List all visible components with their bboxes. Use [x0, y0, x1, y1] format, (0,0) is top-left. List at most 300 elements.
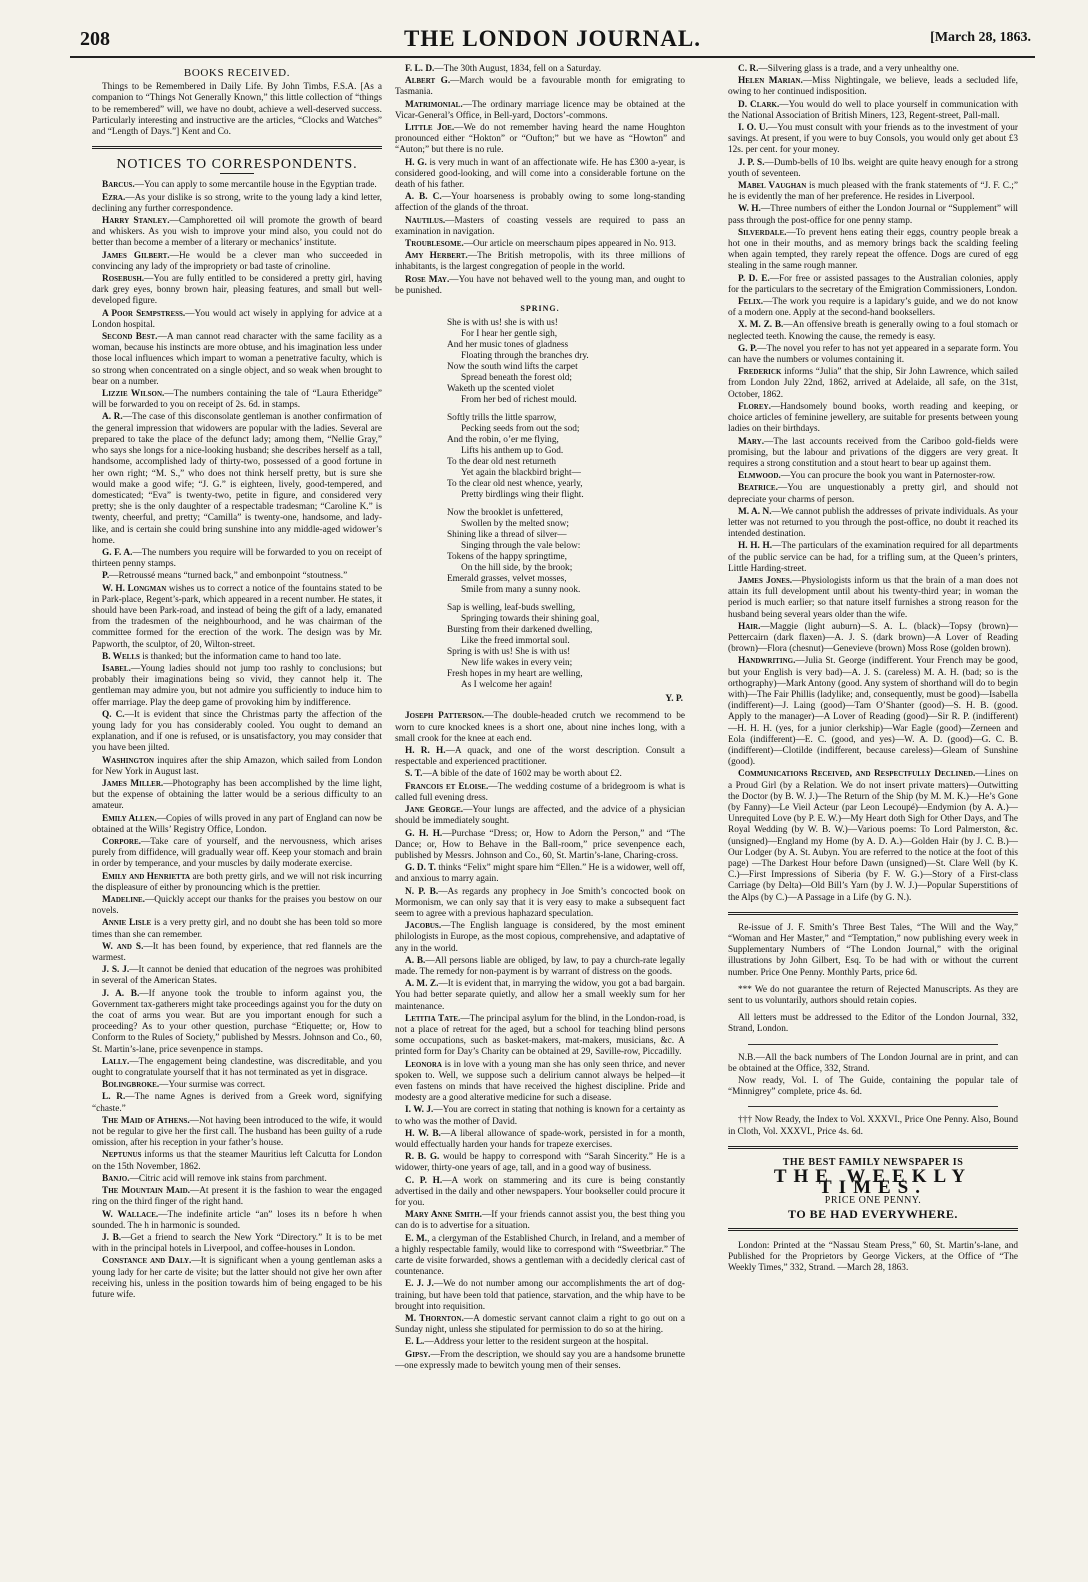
section-divider — [728, 1146, 1018, 1149]
notice-text: —It cannot be denied that education of the negroes was prohibited in several of the American States. — [92, 965, 382, 987]
poem-signature: Y. P. — [665, 694, 683, 705]
notice-text: —You are fully entitled to be considered a pretty girl, having dark grey eyes, bonny brown hair, pleasing features, and small but well-developed figure. — [92, 274, 382, 307]
notice-correspondent: A. R. — [102, 412, 123, 423]
notice-item — [395, 100, 685, 122]
notice-correspondent: J. A. B. — [102, 988, 140, 999]
notice-item — [92, 216, 382, 250]
notice-text: , a clergyman of the Established Church, in Ireland, and a member of a highly respectable family, would like to correspond with “Sweetbriar.” The carte de visite forwarded, shows a gentleman with a decidedly clerical cast of countenance. — [395, 1233, 685, 1278]
poem-line: To the clear old nest whence, yearly, — [447, 479, 583, 490]
notice-item — [92, 1174, 382, 1185]
notice-correspondent: J. S. J. — [102, 965, 130, 976]
notice-item — [92, 664, 382, 709]
notice-text: —Lines on a Proud Girl (by a Relation. We do not insert private matters)—Outwitting the Doctor (by B. W. J.)—The Return of the Ship (by M. M. K.)—He’s Gone (by Fanny)—Le Vieil Acteur (par Leon Lecoupé)—Endymion (by A. A.)—Unrequited Love (by P. E. W.)—My Heart doth Sigh for Other Days, and The Royal Wedding (by W. B. W.)—Various poems: To Lord Palmerston, &c. (unsigned)—England my Home (by A. D. A.)—Golden Hair (by J. C. B.)—Our Lodger (by A. St. Aubyn. You are referred to the notice at the foot of this page) —The Darkest Hour before Dawn (unsigned)—St. Clare Well (by K. C.)—First Impressions of Siberia (by F. W. G.)—Story of a First-class Carriage (by Delta)—Old Bill’s Yarn (by J. W. J.)—Popular Superstitions of the Alps (by C.)—A Passage in a Life (by G. N.). — [728, 769, 1018, 903]
notice-correspondent: D. Clark. — [738, 99, 780, 110]
notice-item — [92, 1256, 382, 1301]
notice-text: —The numbers you require will be forwarded to you on receipt of thirteen penny stamps. — [92, 547, 382, 570]
notice-text: —You are correct in stating that nothing is known for a certainty as to who was the mother of David. — [395, 1105, 685, 1127]
notice-item — [728, 158, 1018, 180]
notice-item — [395, 1176, 685, 1210]
notice-item — [395, 887, 685, 921]
notice-text: —The work you require is a lapidary’s guide, and we do not know of a modern one. Apply at the second-hand booksellers. — [728, 297, 1018, 319]
notice-correspondent: H. R. H. — [405, 746, 446, 757]
weekly-times-ad — [728, 1157, 1018, 1220]
notice-correspondent: Emily and Henrietta — [102, 871, 191, 882]
notice-item — [92, 1092, 382, 1114]
notice-item — [395, 1234, 685, 1279]
notice-item — [395, 1060, 685, 1105]
notice-text: informs “Julia” that the ship, Sir John Lawrence, which sailed from London July 22nd, 1862, arrived at Adelaide, all safe, on the 31st, October, 1862. — [728, 367, 1018, 400]
poem-line: Smile from many a sunny nook. — [461, 585, 581, 596]
notice-correspondent: Q. C. — [102, 709, 125, 720]
notice-item — [728, 656, 1018, 768]
notice-text: —You would do well to place yourself in communication with the National Association of British Miners, 123, Regent-street, Pall-mall. — [728, 99, 1018, 121]
notice-item — [395, 979, 685, 1013]
notice-text: —As your dislike is so strong, write to the young lady a kind letter, declining any further correspondence. — [92, 192, 382, 214]
notice-correspondent: J. B. — [102, 1232, 122, 1243]
notice-correspondent: P. — [102, 571, 110, 582]
divider — [748, 1044, 998, 1045]
imprint: London: Printed at the “Nassau Steam Press,” 60, St. Martin’s-lane, and Published for the Proprietors by George Vickers, at the Office of “The Weekly Times,” 332, Strand. —March 28, 1863. — [728, 1240, 1018, 1274]
notice-correspondent: Jane George. — [405, 805, 464, 816]
notice-text: —An offensive breath is generally owing to a foul stomach or neglected teeth. Knowing the cause, the remedy is easy. — [728, 320, 1018, 342]
notice-item — [92, 412, 382, 546]
poem-title: SPRING. — [520, 304, 560, 314]
notice-item — [728, 622, 1018, 656]
notice-correspondent: Leonora — [405, 1059, 442, 1070]
notice-item — [92, 872, 382, 894]
notice-correspondent: Constance and Daly. — [102, 1256, 192, 1267]
notice-item — [395, 863, 685, 885]
notice-text: —Purchase “Dress; or, How to Adorn the Person,” and “The Dance; or, How to Behave in the Ball-room,” price sevenpence each, published by Messrs. Johnson and Co., 60, St. Martin’s-lane, Charing-cross. — [395, 828, 685, 861]
notice-item — [92, 989, 382, 1056]
notice-item — [92, 332, 382, 388]
notice-text: —Three numbers of either the London Journal or “Supplement” will pass through the post-office for one penny stamp. — [728, 204, 1018, 226]
notice-text: —Take care of yourself, and the nervousness, which arises purely from diffidence, will gradually wear off. Keep your stomach and brain in order by temperance, and your muscles by daily moderate exercise. — [92, 837, 382, 870]
notice-item — [92, 274, 382, 308]
notice-text: —If anyone took the trouble to inform against you, the Government tax-gatherers might take proceedings against you for the duty on the coat of arms you wear. But are you important enough for such a proceeding? As to your other question, purchase “Etiquette; or, How to Conform to the Rules of Society,” published by Messrs. Johnson and Co., 60, St. Martin’s-lane, price sevenpence in stamps. — [92, 988, 382, 1055]
notice-correspondent: F. L. D. — [405, 64, 435, 74]
notice-item — [395, 746, 685, 768]
notice-text: —We do not remember having heard the name Houghton pronounced either “Hokton” or “Oufton;” but we have as “Howton” and “Auton;” but there is no rule. — [395, 123, 685, 156]
back-numbers-notice: N.B.—All the back numbers of The London Journal are in print, and can be obtained at the Office, 332, Strand. — [728, 1052, 1018, 1074]
notice-item — [728, 64, 1018, 75]
notice-text: —A bible of the date of 1602 may be worth about £2. — [422, 769, 622, 780]
notice-item — [92, 1233, 382, 1255]
notice-correspondent: J. P. S. — [738, 157, 765, 168]
notice-text: —The case of this disconsolate gentleman is another confirmation of the general impression that widowers are popular with the ladies. Several are prepared to take the place of the defunct lady; among them, “Nellie Gray,” who says she longs for a nice-looking husband; she describes herself as a tall, handsome, accomplished lady of thirty-two, possessed of a good fortune in her own right; “M. S.,” who does not think herself pretty, but is sure she would make a good wife; “J. G.” is eighteen, lively, good-tempered, and domesticated; “Eva” is twenty-two, petite in figure, and considered very pretty; she is the only daughter of a respectable tradesman; “Caroline K.” is twenty, cheerful, and pretty; “Camilla” is twenty-one, handsome, and lady-like, and is certain she could bring sunshine into any middle-aged widower’s home. — [92, 412, 382, 546]
notice-correspondent: Letitia Tate. — [405, 1013, 461, 1024]
poem-line: Now the brooklet is unfettered, — [447, 508, 563, 519]
notice-item — [395, 216, 685, 238]
notice-correspondent: C. R. — [738, 64, 759, 74]
notice-item — [395, 239, 685, 250]
notice-item — [395, 158, 685, 192]
notice-text: —Copies of wills proved in any part of England can now be obtained at the Wills’ Registry Office, London. — [92, 813, 382, 835]
poem-line: As I welcome her again! — [461, 680, 553, 691]
notice-text: wishes us to correct a notice of the fountains stated to be in Park-place, Regent’s-park, which appeared in a recent number. He states, it should have been Park-road, and instead of being the gift of a lady, emanated from the tradesmen of the neighbourhood, and he was chairman of the committee formed for the erection of the work. The design was by Mr. Papworth, the sculptor, of 20, Wilton-street. — [92, 583, 382, 650]
notice-item — [728, 576, 1018, 621]
letters-notice: All letters must be addressed to the Editor of the London Journal, 332, Strand, London. — [728, 1013, 1018, 1035]
poem-line: Sap is welling, leaf-buds swelling, — [447, 603, 576, 614]
notice-text: —The engagement being clandestine, was discreditable, and you ought to congratulate yourself that it has not terminated as yet in disgrace. — [92, 1056, 382, 1079]
poem-line: On the hill side, by the brook; — [461, 563, 573, 574]
notice-text: —Maggie (light auburn)—S. A. L. (black)—Topsy (brown)—Pettercairn (dark flaxen)—A. J. S. (dark brown)—A Lover of Reading (brown)—Flora (chesnut)—Genevieve (brown) Moss Rose (golden brown). — [728, 621, 1018, 655]
notice-text: inquires after the ship Amazon, which sailed from London for New York in August last. — [92, 755, 382, 777]
notice-correspondent: Isabel. — [102, 663, 131, 674]
poem-line: To the dear old nest returneth — [447, 457, 557, 468]
notice-text: is a very pretty girl, and no doubt she has been told so more times than she can remember. — [92, 918, 382, 940]
notice-item — [728, 483, 1018, 505]
notice-item — [92, 895, 382, 917]
notice-text: —It has been found, by experience, that red flannels are the warmest. — [92, 941, 382, 964]
notice-item — [92, 309, 382, 331]
poem-stanza — [447, 603, 685, 691]
notice-correspondent: Bolingbroke. — [102, 1080, 160, 1091]
section-divider — [728, 912, 1018, 915]
notice-correspondent: Jacobus. — [405, 921, 442, 932]
notice-text: —Masters of coasting vessels are required to pass an examination in navigation. — [395, 215, 685, 237]
notice-correspondent: G. P. — [738, 343, 758, 354]
notice-text: thinks “Felix” might spare him “Ellen.” He is a widower, well off, and anxious to marry again. — [395, 863, 685, 885]
notice-item — [395, 1350, 685, 1372]
notice-item — [395, 123, 685, 157]
notice-correspondent: Gipsy. — [405, 1349, 431, 1360]
notice-text: —The English language is considered, by the most eminent philologists in Europe, as the most copious, comprehensive, and adaptative of any in the world. — [395, 921, 685, 954]
notice-text: —We do not number among our accomplishments the art of dog-training, but have been told that patience, starvation, and the whip have to be brought into requisition. — [395, 1279, 685, 1312]
notice-item — [395, 251, 685, 273]
notice-item — [728, 344, 1018, 366]
notice-item — [395, 829, 685, 863]
notice-text: —All persons liable are obliged, by law, to pay a church-rate legally made. The remedy for non-payment is by warrant of distress on the goods. — [395, 955, 685, 977]
notice-text: —The British metropolis, with its three millions of inhabitants, is the largest congregation of people in the world. — [395, 251, 685, 273]
notice-item — [728, 297, 1018, 319]
notice-text: —Miss Nightingale, we believe, leads a secluded life, owing to her continued indisposition. — [728, 76, 1018, 98]
notice-text: is very much in want of an affectionate wife. He has £300 a-year, is considered good-looking, and will come into a considerable fortune on the death of his father. — [395, 157, 685, 191]
notice-correspondent: Mabel Vaughan — [738, 181, 807, 192]
notice-text: —You must consult with your friends as to the investment of your savings. At present, if you were to buy Consols, you would only get about £3 12s. per cent. for your money. — [728, 123, 1018, 156]
notice-correspondent: Helen Marian. — [738, 76, 803, 87]
notice-correspondent: Handwriting. — [738, 656, 796, 667]
notice-text: —The wedding costume of a bridegroom is what is called full evening dress. — [395, 781, 685, 803]
poem-line: For I hear her gentle sigh, — [461, 329, 558, 340]
poem-line: Pecking seeds from out the sod; — [461, 424, 580, 435]
notice-item — [728, 507, 1018, 541]
notice-correspondent: Communications Received, and Respectfully Declined. — [738, 769, 976, 780]
notice-correspondent: A Poor Sempstress. — [102, 308, 186, 319]
notice-text: —Retroussé means “turned back,” and embonpoint “stoutness.” — [109, 571, 348, 582]
notice-text: —We cannot publish the addresses of private individuals. As your letter was not returned to you through the post-office, no doubt it reached its intended destination. — [728, 506, 1018, 540]
notice-correspondent: H. W. B. — [405, 1128, 441, 1139]
notice-item — [395, 1210, 685, 1232]
notice-correspondent: R. B. G. — [405, 1152, 440, 1163]
notice-correspondent: James Gilbert. — [102, 250, 170, 261]
notice-correspondent: The Maid of Athens. — [102, 1115, 190, 1126]
notice-correspondent: Ezra. — [102, 192, 126, 203]
notice-text: —He would be a clever man who succeeded in convincing any lady of the impropriety or bad taste of crinoline. — [92, 250, 382, 272]
notice-correspondent: Florey. — [738, 401, 771, 412]
notice-text: —A work on stammering and its cure is being constantly advertised in the daily and other newspapers. Your bookseller could procure it for you. — [395, 1175, 685, 1208]
notice-item — [728, 367, 1018, 401]
column-middle — [395, 64, 685, 1564]
notice-text: —Citric acid will remove ink stains from parchment. — [129, 1173, 327, 1184]
poem-line: Springing towards their shining goal, — [461, 614, 600, 625]
notice-text: —Your lungs are affected, and the advice of a physician should be immediately sought. — [395, 805, 685, 827]
notice-text: —A liberal allowance of spade-work, persisted in for a month, would effectually harden your hands for trapeze exercises. — [395, 1128, 685, 1150]
notice-correspondent: G. H. H. — [405, 828, 443, 839]
notice-text: —A man cannot read character with the same facility as a woman, because his instincts are more obtuse, and his imagination less under those local influences which impart to woman a penetrative faculty, which is so strong when concentrated on a single object, and so weak when brought to bear on a number. — [92, 332, 382, 387]
ad-line-4: TO BE HAD EVERYWHERE. — [788, 1206, 958, 1221]
notice-text: —The double-headed crutch we recommend to be worn to cure knocked knees is a short one, about nine inches long, with a small crook for the knee at each end. — [395, 711, 685, 744]
notice-item — [728, 228, 1018, 273]
notice-correspondent: Harry Stanley. — [102, 216, 170, 227]
poem-stanza — [447, 413, 685, 501]
notice-text: —Handsomely bound books, worth reading and keeping, or choice articles of feminine jewellery, are suitable for presents between young ladies on their birthdays. — [728, 401, 1018, 435]
notice-correspondent: E. L. — [405, 1337, 425, 1348]
notice-text: —The numbers containing the tale of “Laura Etheridge” will be forwarded to you on receipt of 2s. 6d. in stamps. — [92, 389, 382, 411]
notice-correspondent: H. G. — [405, 157, 427, 168]
poem-line: Softly trills the little sparrow, — [447, 413, 557, 424]
notice-item — [728, 123, 1018, 157]
notice-correspondent: The Mountain Maid. — [102, 1186, 190, 1197]
notice-correspondent: Little Joe. — [405, 123, 455, 134]
notice-text: —The ordinary marriage licence may be obtained at the Vicar-General’s Office, in Bell-yard, Doctors’-commons. — [395, 99, 685, 121]
notice-item — [92, 965, 382, 987]
notice-item — [92, 756, 382, 778]
notice-correspondent: Elmwood. — [738, 471, 781, 482]
poem-line: Shining like a thread of silver— — [447, 530, 567, 541]
notice-item — [92, 1210, 382, 1232]
notice-text: —You can procure the book you want in Paternoster-row. — [780, 471, 996, 482]
poem-line: New life wakes in every vein; — [461, 658, 573, 669]
notice-text: —You would act wisely in applying for advice at a London hospital. — [92, 308, 382, 330]
section-divider — [92, 146, 382, 149]
poem-line: Swollen by the melted snow; — [461, 519, 569, 530]
notice-item — [395, 1105, 685, 1127]
poem-line: Singing through the vale below: — [461, 541, 581, 552]
section-divider — [728, 1228, 1018, 1231]
notice-item — [92, 710, 382, 755]
divider — [748, 1106, 998, 1107]
notice-text: —Our article on meerschaum pipes appeared in No. 913. — [463, 239, 676, 250]
notice-correspondent: I. O. U. — [738, 123, 768, 134]
notice-text: —To prevent hens eating their eggs, country people break a hot one in their mouths, and as memory brings back the scalding feeling when again tempted, they rarely repeat the offence. Dogs are cured of egg stealing in the same rough manner. — [728, 227, 1018, 272]
ad-line-2: THE WEEKLY TIMES. — [773, 1166, 973, 1199]
notice-item — [92, 251, 382, 273]
notice-item — [92, 548, 382, 570]
notice-item — [395, 956, 685, 978]
poem-line: Waketh up the scented violet — [447, 384, 555, 395]
notice-text: —Dumb-bells of 10 lbs. weight are quite heavy enough for a strong youth of seventeen. — [728, 157, 1018, 179]
notice-correspondent: N. P. B. — [405, 886, 439, 897]
masthead — [70, 22, 1035, 58]
heading-rule — [220, 173, 254, 174]
notice-correspondent: A. M. Z. — [405, 979, 439, 990]
poem-line: And her music tones of gladness — [447, 340, 569, 351]
notice-text: —The 30th August, 1834, fell on a Saturday. — [434, 64, 602, 74]
notice-correspondent: M. A. N. — [738, 506, 772, 517]
notice-correspondent: I. W. J. — [405, 1105, 434, 1116]
notice-item — [395, 275, 685, 297]
notice-item — [395, 76, 685, 98]
poem-line: Emerald grasses, velvet mosses, — [447, 574, 567, 585]
notice-item — [395, 1314, 685, 1336]
notice-correspondent: B. Wells — [102, 651, 140, 662]
notice-item — [728, 204, 1018, 226]
notice-item — [92, 180, 382, 191]
notice-correspondent: Mary. — [738, 436, 765, 447]
poem-stanza — [447, 508, 685, 596]
notice-item — [92, 779, 382, 813]
notice-text: —At present it is the fashion to wear the engaged ring on the third finger of the right hand. — [92, 1186, 382, 1208]
ad-line-1: THE BEST FAMILY NEWSPAPER IS — [782, 1156, 964, 1168]
notice-correspondent: C. P. H. — [405, 1175, 443, 1186]
poem-line: Spread beneath the forest old; — [461, 373, 573, 384]
notice-correspondent: A. B. — [405, 955, 426, 966]
notice-item — [395, 782, 685, 804]
notice-item — [92, 837, 382, 871]
notice-text: —You are unquestionably a pretty girl, and should not depreciate your charms of person. — [728, 483, 1018, 505]
notice-item — [395, 1152, 685, 1174]
ad-line-3: PRICE ONE PENNY. — [824, 1195, 922, 1207]
notice-text: —It is evident that, in marrying the widow, you got a bad bargain. You had better separate quietly, and allow her a small weekly sum for her maintenance. — [395, 979, 685, 1012]
notice-item — [92, 814, 382, 836]
notice-correspondent: L. R. — [102, 1092, 126, 1103]
notice-text: —March would be a favourable month for emigrating to Tasmania. — [395, 76, 685, 98]
notice-correspondent: Frederick — [738, 367, 782, 378]
notice-correspondent: Washington — [102, 755, 154, 766]
notice-correspondent: Francois et Eloise. — [405, 781, 489, 792]
notice-correspondent: Second Best. — [102, 332, 158, 343]
notice-correspondent: Annie Lisle — [102, 918, 152, 929]
now-ready-notice: Now ready, Vol. I. of The Guide, containing the popular tale of “Minnigrey” complete, price 4s. 6d. — [728, 1076, 1018, 1098]
poem-line: Floating through the branches dry. — [461, 351, 589, 362]
notice-text: is thanked; but the information came to hand too late. — [139, 651, 342, 662]
notice-item — [395, 1014, 685, 1059]
notice-text: —Photography has been accomplished by the lime light, but the expense of obtaining the latter would be a serious difficulty to an amateur. — [92, 778, 382, 812]
notice-correspondent: W. and S. — [102, 941, 144, 952]
notices-list-left — [92, 180, 382, 1301]
notice-item — [728, 320, 1018, 342]
journal-title: THE LONDON JOURNAL. — [404, 26, 701, 51]
notice-text: —Address your letter to the resident surgeon at the hospital. — [424, 1337, 649, 1348]
notice-text: —Physiologists inform us that the brain of a man does not attain its full development until about his twenty-third year; in woman the period is much earlier; so that nature itself furnishes a strong reason for the husband being several years older than the wife. — [728, 575, 1018, 620]
poem-line: She is with us! she is with us! — [447, 318, 558, 329]
notice-text: would be happy to correspond with “Sarah Sincerity.” He is a widower, thirty-one years of age, tall, and in a good way of business. — [395, 1152, 685, 1174]
notice-item — [395, 769, 685, 780]
notice-text: —Young ladies should not jump too rashly to conclusions; but probably their imaginations being so vivid, they cannot help it. The gentleman may admire you, but not admire you sufficiently to induce him to offer marriage. Play the deep game of provoking him by indifference. — [92, 663, 382, 708]
notice-correspondent: Beatrice. — [738, 483, 778, 494]
poem-line: Spring is with us! She is with us! — [447, 647, 571, 658]
poem-line: Like the freed immortal soul. — [461, 636, 570, 647]
notice-item — [92, 389, 382, 411]
notice-text: —From the description, we should say you are a handsome brunette—one expressly made to bewitch young men of their senses. — [395, 1349, 685, 1371]
notice-correspondent: Nautilus. — [405, 215, 446, 226]
column-left — [92, 64, 382, 1564]
column-right — [728, 64, 1018, 1564]
notice-correspondent: Mary Anne Smith. — [405, 1210, 482, 1221]
notice-correspondent: Corpore. — [102, 837, 141, 847]
poem-body — [447, 318, 685, 691]
notice-correspondent: E. J. J. — [405, 1279, 434, 1290]
notice-item — [92, 652, 382, 663]
notice-correspondent: Felix. — [738, 297, 764, 308]
poem-line: And the robin, o’er me flying, — [447, 435, 559, 446]
notice-correspondent: Emily Allen. — [102, 813, 157, 824]
notice-correspondent: Neptunus — [102, 1150, 142, 1161]
poem-line: Bursting from their darkened dwelling, — [447, 625, 593, 636]
notice-text: —The particulars of the examination required for all departments of the public service can be had, for a trifling sum, at the Queen’s printers, Little Harding-street. — [728, 541, 1018, 574]
notice-text: —The last accounts received from the Cariboo gold-fields were promising, but the labour and privations of the diggers are very great. It requires a strong constitution and a stout heart to bear up against them. — [728, 436, 1018, 469]
notice-correspondent: Lally. — [102, 1056, 130, 1067]
notice-correspondent: James Jones. — [738, 575, 793, 586]
notice-text: —As regards any prophecy in Joe Smith’s concocted book on Mormonism, we can only say that it is very easy to make a subsequent fact seem to agree with a previous haphazard speculation. — [395, 886, 685, 919]
notice-text: —For free or assisted passages to the Australian colonies, apply for the particulars to the secretary of the Emigration Commissioners, London. — [728, 273, 1018, 295]
notice-correspondent: P. D. E. — [738, 273, 770, 284]
notice-text: is in love with a young man she has only seen thrice, and never spoken to. Well, we suppose such a delirium cannot always be helped—it even fastens on minds that have received the highest discipline. Pride and modesty are a good alterative medicine for such a disease. — [395, 1059, 685, 1104]
notice-correspondent: G. D. T. — [405, 863, 436, 874]
notices-list-right — [728, 64, 1018, 904]
books-received-text: Things to be Remembered in Daily Life. By John Timbs, F.S.A. [As a companion to “Things Not Generally Known,” this little collection of “things to be remembered” will, we have no doubt, achieve a well-deserved success. Particularly interesting and instructive are the articles, “Clocks and Watches” and “Length of Days.”] Kent and Co. — [92, 82, 382, 138]
notice-correspondent: E. M. — [405, 1233, 428, 1244]
notice-correspondent: Madeline. — [102, 895, 145, 906]
notices-heading: NOTICES TO CORRESPONDENTS. — [116, 157, 358, 173]
notice-text: —Your hoarseness is probably owing to some long-standing affection of the glands of the throat. — [395, 192, 685, 214]
notice-item — [395, 192, 685, 214]
notice-item — [92, 1057, 382, 1079]
notice-item — [395, 805, 685, 827]
notice-item — [395, 1337, 685, 1348]
notice-item — [395, 64, 685, 75]
notices-list-middle-top — [395, 64, 685, 297]
poem-line: Fresh hopes in my heart are welling, — [447, 669, 583, 680]
notice-correspondent: M. Thornton. — [405, 1314, 464, 1325]
notice-item — [395, 1279, 685, 1313]
notice-correspondent: Hair. — [738, 621, 761, 632]
notice-text: —The name Agnes is derived from a Greek word, signifying “chaste.” — [92, 1092, 382, 1114]
poem-line: Pretty birdlings wing their flight. — [461, 490, 584, 501]
poem-stanza — [447, 318, 685, 406]
notice-text: —A quack, and one of the worst description. Consult a respectable and experienced practitioner. — [395, 746, 685, 768]
notice-correspondent: W. H. — [738, 204, 761, 215]
notice-correspondent: S. T. — [405, 769, 423, 780]
notice-text: —Camphoretted oil will promote the growth of beard and whiskers. As you wish to improve your mind also, you could not do better than become a member of a literary or mechanics’ institute. — [92, 216, 382, 249]
poem-line: Now the south wind lifts the carpet — [447, 362, 578, 373]
notice-item — [728, 402, 1018, 436]
notice-item — [92, 571, 382, 582]
books-received-heading: BOOKS RECEIVED. — [183, 67, 291, 79]
page-number: 208 — [80, 28, 110, 50]
notice-text: —Not having been introduced to the wife, it would not be regular to give her the first call. The husband has been guilty of a rude omission, after his reception in your father’s house. — [92, 1115, 382, 1149]
notice-item — [92, 942, 382, 964]
notice-item — [92, 193, 382, 215]
notice-text: —The novel you refer to has not yet appeared in a separate form. You can have the numbers or volumes containing it. — [728, 343, 1018, 366]
notice-item — [92, 1116, 382, 1150]
notice-correspondent: Amy Herbert. — [405, 251, 468, 262]
notice-text: —The indefinite article “an” loses its n before h when sounded. The h in harmonic is sounded. — [92, 1209, 382, 1231]
notice-correspondent: Silverdale. — [738, 227, 787, 238]
notice-correspondent: Rose May. — [405, 274, 450, 285]
notice-text: —Your surmise was correct. — [159, 1080, 266, 1091]
poem-line: Tokens of the happy springtime, — [447, 552, 567, 563]
notice-item — [728, 274, 1018, 296]
notice-text: are both pretty girls, and we will not risk incurring the displeasure of either by pronouncing which is the prettier. — [92, 871, 382, 893]
notice-text: —Quickly accept our thanks for the praises you bestow on our novels. — [92, 895, 382, 917]
notice-item — [92, 1080, 382, 1091]
notice-correspondent: Matrimonial. — [405, 99, 463, 110]
notice-text: —A domestic servant cannot claim a right to go out on a Sunday night, unless she stipulated for permission to do so at the hiring. — [395, 1314, 685, 1336]
notice-item — [728, 769, 1018, 903]
notice-item — [728, 541, 1018, 575]
